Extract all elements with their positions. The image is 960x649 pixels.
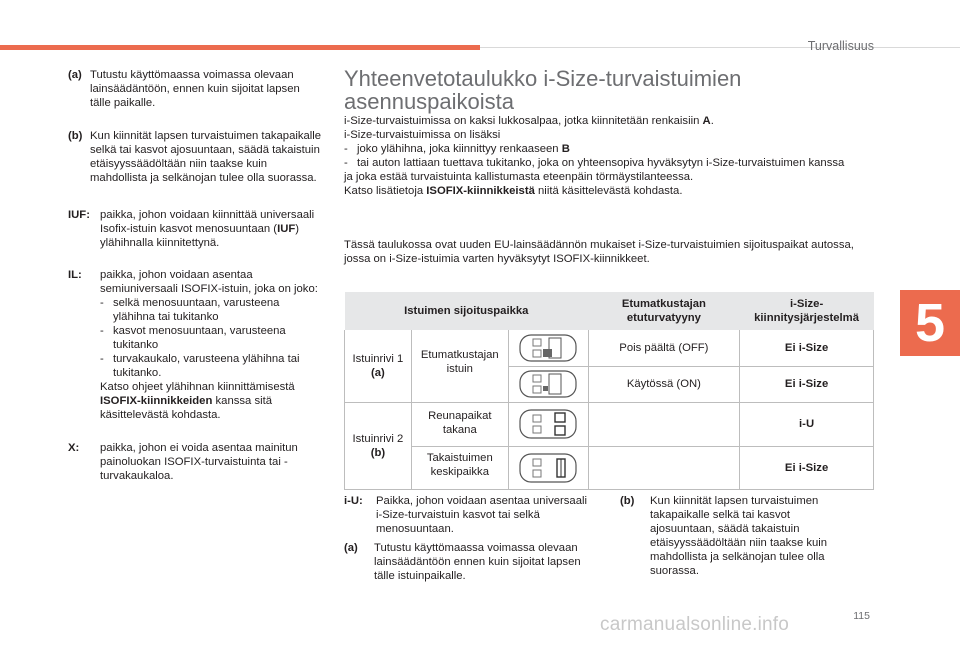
note-text: Tutustu käyttömaassa voimassa olevaan lainsäädäntöön, ennen kuin sijoitat lapsen tälle paikalle. (90, 69, 300, 109)
car-seat-diagram-icon (519, 370, 577, 398)
section-label: Turvallisuus (807, 39, 874, 53)
isize-value: Ei i-Size (740, 366, 874, 402)
watermark: carmanualsonline.info (600, 614, 790, 635)
intro-text: i-Size-turvaistuimissa on kaksi lukkosalpaa, jotka kiinnitetään renkaisiin A. i-Size-turvaistuimissa on lisäksi - joko ylähihna, joka kiinnittyy renkaaseen B - tai auton lattiaan tuettava tukitanko, joka on yhteensopiva hyväksytyn i-Size-turvaistuimen kanssa ja joka estää turvaistuinta kallistumasta eteenpäin törmäystilanteessa. Katso lisätietoja ISOFIX-kiinnikkeistä niitä käsittelevästä kohdasta. (344, 114, 864, 198)
note-text: Tutustu käyttömaassa voimassa olevaan lainsäädäntöön ennen kuin sijoitat lapsen tälle istuinpaikalle. (374, 542, 581, 582)
list-item: - kasvot menosuuntaan, varusteena tukitanko (100, 324, 323, 352)
isize-value: Ei i-Size (740, 330, 874, 366)
legend-text: paikka, johon voidaan kiinnittää universaali Isofix-istuin kasvot menosuuntaan (IUF) ylähihnalla kiinnitettynä. (100, 209, 315, 249)
legend-key: IL: (68, 269, 82, 281)
legend-text: paikka, johon voidaan asentaa semiuniversaali ISOFIX-istuin, joka on joko: - selkä menosuuntaan, varusteena ylähihna tai tukitanko - kasvot menosuuntaan, varusteena tukitanko - turvakaukalo, varusteena ylähihna tai tukitanko. Katso ohjeet ylähihnan kiinnittämisestä ISOFIX-kiinnikkeiden kanssa sitä käsittelevästä kohdasta. (100, 268, 323, 422)
car-diagram (508, 446, 588, 489)
legend-key: i-U: (344, 495, 363, 507)
airbag-state (588, 402, 740, 446)
row-label: Istuinrivi 2 (b) (345, 402, 412, 489)
car-seat-diagram-icon (519, 453, 577, 483)
car-diagram (508, 402, 588, 446)
car-diagram (508, 366, 588, 402)
column-header: i-Size-kiinnitysjärjestelmä (740, 292, 874, 330)
note-key: (b) (68, 130, 83, 142)
page-title: Yhteenvetotaulukko i-Size-turvaistuimien asennuspaikoista (344, 66, 742, 114)
table-row (345, 402, 874, 446)
chapter-number: 5 (914, 293, 946, 353)
row-sublabel: Takaistuimen keskipaikka (411, 446, 508, 489)
list-item: - joko ylähihna, joka kiinnittyy renkaaseen B (344, 142, 864, 156)
legend-key: X: (68, 442, 80, 454)
row-sublabel: Reunapaikat takana (411, 402, 508, 446)
page-number: 115 (853, 610, 870, 622)
isize-table (344, 292, 874, 490)
header-rule (480, 47, 960, 48)
note-key: (b) (620, 495, 635, 507)
airbag-state (588, 446, 740, 489)
header-accent-bar (0, 45, 480, 50)
note-text: Kun kiinnität lapsen turvaistuimen takapaikalle selkä tai kasvot ajosuuntaan, säädä takaistuin etäisyyssäädöltään niin taakse kuin mahdollista ja selkänojan tulee olla suorassa. (650, 495, 828, 577)
note-text: Kun kiinnität lapsen turvaistuimen takapaikalle selkä tai kasvot ajosuuntaan, säädä takaistuin etäisyyssäädöltään niin taakse kuin mahdollista ja selkänojan tulee olla suorassa. (90, 130, 322, 184)
list-item: - tai auton lattiaan tuettava tukitanko, joka on yhteensopiva hyväksytyn i-Size-turvaistuimen kanssa (344, 156, 864, 170)
note-key: (a) (68, 69, 82, 81)
table-intro: Tässä taulukossa ovat uuden EU-lainsäädännön mukaiset i-Size-turvaistuimien sijoituspaikat autossa, jossa on i-Size-istuimia varten hyväksytyt ISOFIX-kiinnikkeet. (344, 239, 854, 265)
row-label: Istuinrivi 1 (a) (345, 330, 412, 402)
airbag-state: Pois päältä (OFF) (588, 330, 740, 366)
table-row (345, 446, 874, 489)
list-item: - selkä menosuuntaan, varusteena ylähihna tai tukitanko (100, 296, 323, 324)
table-row (345, 330, 874, 366)
column-header: Istuimen sijoituspaikka (345, 292, 589, 330)
car-diagram (508, 330, 588, 366)
column-header: Etumatkustajan etuturvatyyny (588, 292, 740, 330)
list-item: - turvakaukalo, varusteena ylähihna tai tukitanko. (100, 352, 323, 380)
chapter-tab (900, 290, 960, 356)
note-key: (a) (344, 542, 358, 554)
legend-key: IUF: (68, 209, 90, 221)
airbag-state: Käytössä (ON) (588, 366, 740, 402)
car-seat-diagram-icon (519, 334, 577, 362)
isize-value: Ei i-Size (740, 446, 874, 489)
table-header-row (345, 292, 874, 330)
legend-text: Paikka, johon voidaan asentaa universaali i-Size-turvaistuin kasvot tai selkä menosuuntaan. (376, 495, 588, 535)
legend-text: paikka, johon ei voida asentaa mainitun painoluokan ISOFIX-turvaistuinta tai -turvakaukaloa. (100, 442, 298, 482)
row-sublabel: Etumatkustajan istuin (411, 330, 508, 402)
car-seat-diagram-icon (519, 409, 577, 439)
isize-value: i-U (740, 402, 874, 446)
